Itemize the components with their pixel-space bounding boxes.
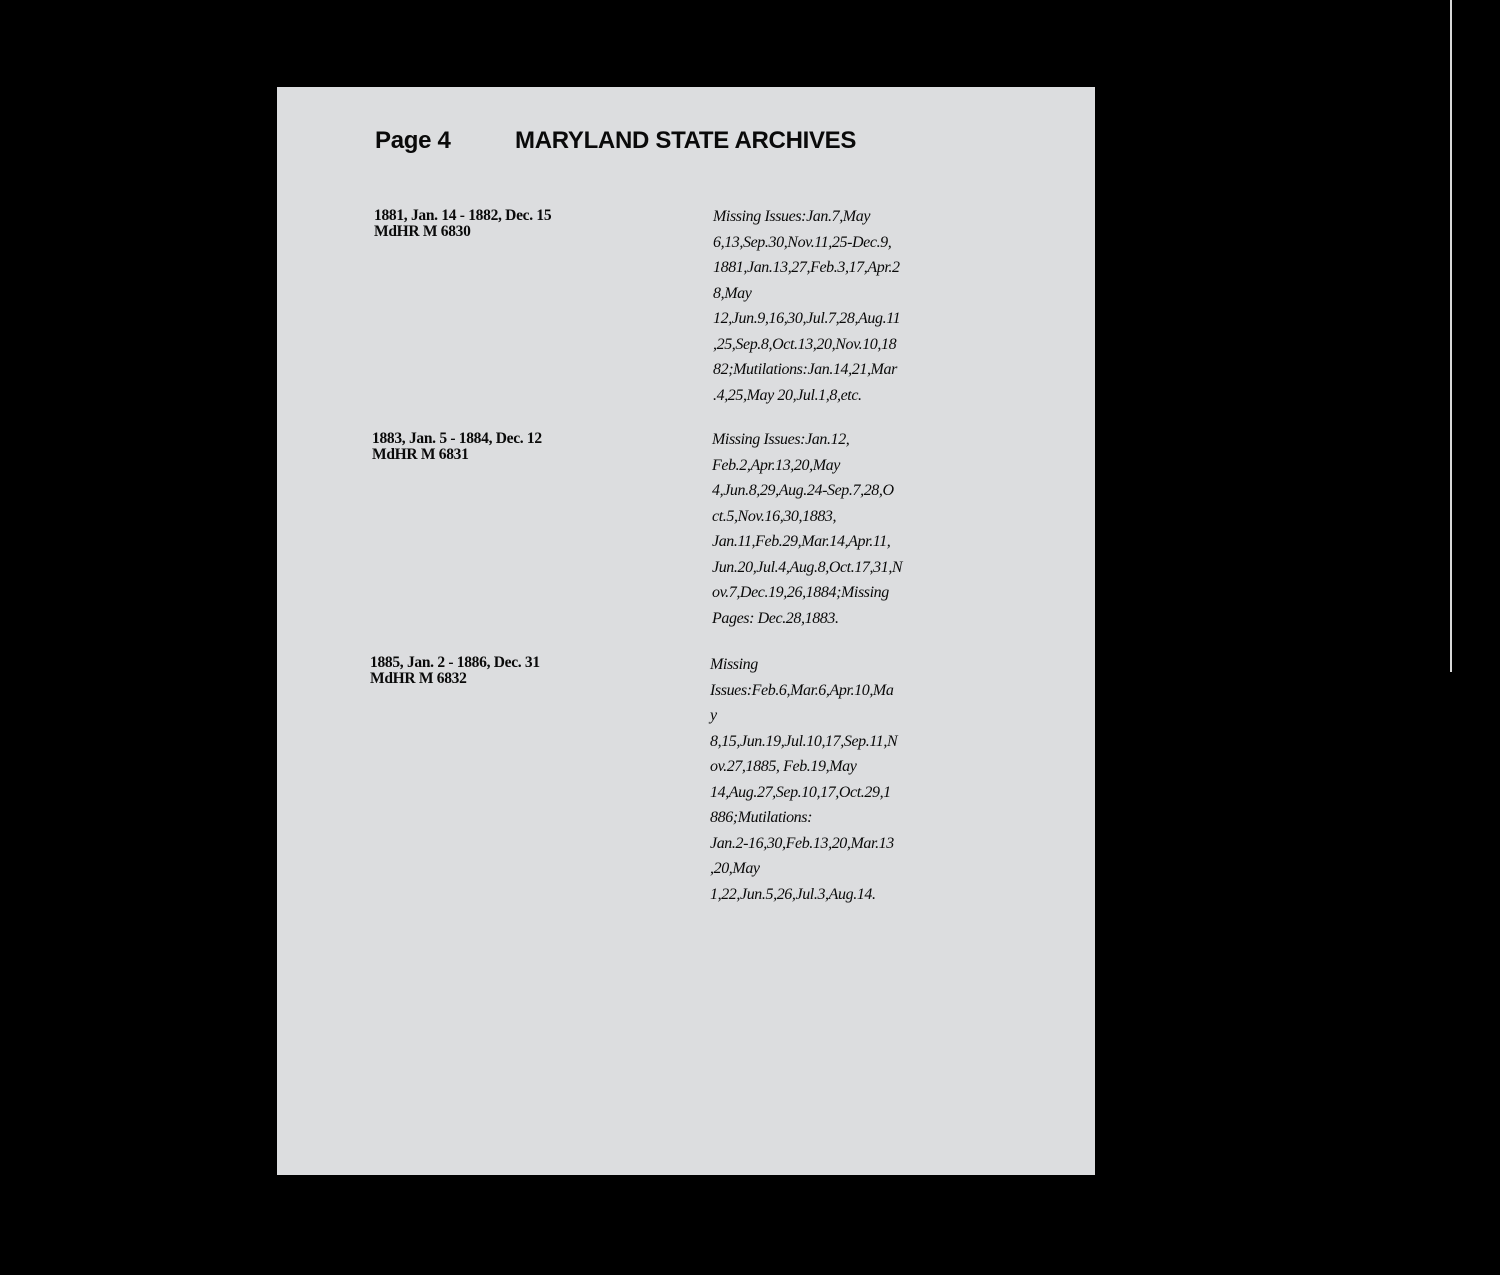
note-line: 82;Mutilations:Jan.14,21,Mar bbox=[713, 361, 897, 378]
note-line: Jan.2-16,30,Feb.13,20,Mar.13 bbox=[710, 834, 894, 852]
note-line: Issues:Feb.6,Mar.6,Apr.10,Ma bbox=[710, 681, 894, 699]
note-line: Jun.20,Jul.4,Aug.8,Oct.17,31,N bbox=[712, 558, 903, 576]
entry-2-call-number: MdHR M 6831 bbox=[372, 446, 469, 463]
entry-3-notes bbox=[710, 652, 920, 907]
note-line: 8,15,Jun.19,Jul.10,17,Sep.11,N bbox=[710, 732, 898, 750]
note-line: 6,13,Sep.30,Nov.11,25-Dec.9, bbox=[713, 233, 892, 251]
note-line: 12,Jun.9,16,30,Jul.7,28,Aug.11 bbox=[713, 310, 901, 327]
page-header bbox=[375, 127, 857, 155]
note-line: y bbox=[710, 707, 717, 724]
entry-1-notes bbox=[713, 204, 923, 408]
note-line: 1,22,Jun.5,26,Jul.3,Aug.14. bbox=[710, 885, 876, 903]
entry-3-citation bbox=[370, 655, 540, 687]
note-line: 8,May bbox=[713, 284, 752, 302]
document-page bbox=[277, 87, 1095, 1175]
note-line: Pages: Dec.28,1883. bbox=[712, 609, 839, 627]
entry-2-citation bbox=[372, 431, 542, 463]
scan-edge-line bbox=[1450, 0, 1452, 672]
note-line: 886;Mutilations: bbox=[710, 809, 813, 826]
entry-3-call-number: MdHR M 6832 bbox=[370, 670, 467, 687]
note-line: ct.5,Nov.16,30,1883, bbox=[712, 507, 837, 525]
entry-3-date-range: 1885, Jan. 2 - 1886, Dec. 31 bbox=[370, 654, 540, 671]
note-line: ov.27,1885, Feb.19,May bbox=[710, 758, 857, 775]
note-line: Jan.11,Feb.29,Mar.14,Apr.11, bbox=[712, 533, 891, 550]
page-title: MARYLAND STATE ARCHIVES bbox=[515, 127, 857, 154]
entry-1-date-range: 1881, Jan. 14 - 1882, Dec. 15 bbox=[374, 207, 552, 224]
note-line: Feb.2,Apr.13,20,May bbox=[712, 456, 840, 474]
note-line: ,25,Sep.8,Oct.13,20,Nov.10,18 bbox=[713, 335, 897, 353]
entry-1-call-number: MdHR M 6830 bbox=[374, 223, 471, 240]
note-line: .4,25,May 20,Jul.1,8,etc. bbox=[713, 386, 862, 404]
note-line: ov.7,Dec.19,26,1884;Missing bbox=[712, 584, 889, 601]
entry-2-date-range: 1883, Jan. 5 - 1884, Dec. 12 bbox=[372, 430, 542, 447]
note-line: Missing bbox=[710, 656, 758, 673]
page-number: Page 4 bbox=[375, 127, 451, 154]
note-line: Missing Issues:Jan.12, bbox=[712, 431, 850, 448]
entry-1-citation bbox=[374, 208, 551, 240]
note-line: 14,Aug.27,Sep.10,17,Oct.29,1 bbox=[710, 783, 891, 801]
entry-2-notes bbox=[712, 427, 922, 631]
note-line: ,20,May bbox=[710, 860, 760, 877]
note-line: 4,Jun.8,29,Aug.24-Sep.7,28,O bbox=[712, 482, 894, 499]
note-line: Missing Issues:Jan.7,May bbox=[713, 208, 871, 225]
note-line: 1881,Jan.13,27,Feb.3,17,Apr.2 bbox=[713, 259, 900, 276]
